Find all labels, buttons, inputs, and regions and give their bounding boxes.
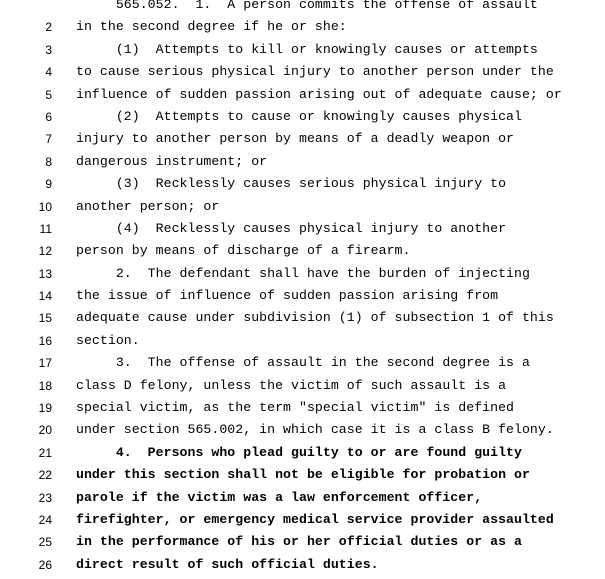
line-text: section.: [76, 332, 140, 348]
line-text-bold: direct result of such official duties.: [76, 556, 379, 572]
line-number: 16: [38, 333, 52, 348]
line-text-bold: firefighter, or emergency medical service provider assaulted: [76, 511, 554, 527]
bill-line: [0, 285, 605, 307]
line-number: 15: [38, 311, 52, 326]
bill-line: [0, 419, 605, 441]
line-number: 9: [45, 177, 52, 192]
line-number: 3: [45, 42, 52, 57]
bill-line: [0, 173, 605, 195]
bill-line: [0, 106, 605, 128]
bill-line-bold: [0, 442, 605, 464]
line-text: (4) Recklessly causes physical injury to another: [76, 220, 507, 236]
line-text: special victim, as the term "special victim" is defined: [76, 400, 515, 416]
line-number: 19: [38, 401, 52, 416]
line-number: 26: [38, 557, 52, 572]
line-text-bold: 4. Persons who plead guilty to or are found guilty: [76, 444, 522, 460]
line-text: dangerous instrument; or: [76, 153, 268, 169]
line-text: injury to another person by means of a deadly weapon or: [76, 131, 515, 147]
line-number: 12: [38, 244, 52, 259]
line-text: under section 565.002, in which case it is a class B felony.: [76, 422, 554, 438]
line-number: 8: [45, 154, 52, 169]
line-number: 17: [38, 356, 52, 371]
line-text-bold: under this section shall not be eligible for probation or: [76, 467, 530, 483]
line-number: 14: [38, 289, 52, 304]
bill-line: [0, 61, 605, 83]
bill-line-bold: [0, 531, 605, 553]
line-text: another person; or: [76, 198, 220, 214]
line-number: 13: [38, 266, 52, 281]
bill-line: [0, 84, 605, 106]
line-number: 2: [45, 20, 52, 35]
line-number: 22: [38, 468, 52, 483]
bill-line: [0, 330, 605, 352]
bill-line: [0, 39, 605, 61]
line-number: 25: [38, 535, 52, 550]
line-text: in the second degree if he or she:: [76, 19, 347, 35]
bill-line: [0, 307, 605, 329]
line-number: 10: [38, 199, 52, 214]
line-number: 23: [38, 490, 52, 505]
line-text: (1) Attempts to kill or knowingly causes or attempts: [76, 41, 538, 57]
line-text: adequate cause under subdivision (1) of subsection 1 of this: [76, 310, 554, 326]
line-number: 24: [38, 512, 52, 527]
bill-line: [0, 196, 605, 218]
line-text: (2) Attempts to cause or knowingly causes physical: [76, 108, 522, 124]
line-number: 7: [45, 132, 52, 147]
line-number: 6: [45, 109, 52, 124]
bill-line: [0, 128, 605, 150]
line-number: 4: [45, 65, 52, 80]
bill-line: [0, 0, 605, 16]
line-text: (3) Recklessly causes serious physical injury to: [76, 176, 507, 192]
bill-line: [0, 375, 605, 397]
line-text: person by means of discharge of a firearm.: [76, 243, 411, 259]
line-text: the issue of influence of sudden passion arising from: [76, 288, 499, 304]
line-text: 565.052. 1. A person commits the offense of assault: [76, 0, 538, 12]
bill-line-bold: [0, 487, 605, 509]
bill-line: [0, 263, 605, 285]
line-text-bold: parole if the victim was a law enforcement officer,: [76, 489, 483, 505]
line-number: 18: [38, 378, 52, 393]
line-number: 5: [45, 87, 52, 102]
bill-line: [0, 240, 605, 262]
bill-line: [0, 352, 605, 374]
bill-line: [0, 218, 605, 240]
bill-line-bold: [0, 554, 605, 576]
line-text: class D felony, unless the victim of such assault is a: [76, 377, 507, 393]
line-number: 21: [38, 445, 52, 460]
bill-line: [0, 397, 605, 419]
bill-line: [0, 151, 605, 173]
line-text: influence of sudden passion arising out of adequate cause; or: [76, 86, 562, 102]
line-text-bold: in the performance of his or her official duties or as a: [76, 534, 522, 550]
line-text: to cause serious physical injury to another person under the: [76, 64, 554, 80]
line-number: 20: [38, 423, 52, 438]
line-number: 11: [39, 221, 52, 236]
bill-line-bold: [0, 464, 605, 486]
bill-line: [0, 16, 605, 38]
bill-line-bold: [0, 509, 605, 531]
line-text: 2. The defendant shall have the burden of injecting: [76, 265, 530, 281]
line-text: 3. The offense of assault in the second degree is a: [76, 355, 530, 371]
